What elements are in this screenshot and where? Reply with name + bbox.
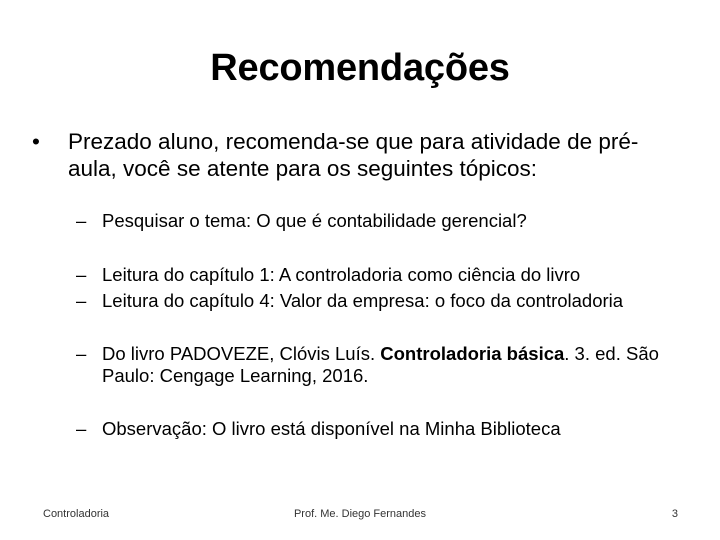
dash-marker: – (76, 290, 87, 311)
book-title: Controladoria básica (380, 343, 565, 364)
dash-marker: – (76, 210, 87, 231)
dash-marker: – (76, 343, 87, 364)
sub-item-chapter-4 (76, 290, 686, 312)
sub-item-observation (76, 418, 686, 440)
sub-item-text: Pesquisar o tema: O que é contabilidade gerencial? (102, 210, 527, 231)
sub-item-text: Leitura do capítulo 1: A controladoria como ciência do livro (102, 264, 581, 285)
page-number: 3 (671, 508, 678, 520)
book-reference-suffix: . 3. ed. São Paulo: Cengage Learning, 2016. (102, 343, 659, 386)
book-reference (102, 343, 686, 387)
dash-marker: – (76, 418, 87, 439)
bullet-marker: • (32, 129, 40, 154)
dash-marker: – (76, 264, 87, 285)
footer-author: Prof. Me. Diego Fernandes (293, 508, 427, 520)
sub-item-research-topic (76, 210, 686, 232)
sub-item-text: Leitura do capítulo 4: Valor da empresa: o foco da controladoria (102, 290, 624, 311)
book-reference-prefix: Do livro PADOVEZE, Clóvis Luís. (102, 343, 381, 364)
sub-item-book-reference (76, 343, 686, 387)
main-bullet-text: Prezado aluno, recomenda-se que para atividade de pré-aula, você se atente para os seguintes tópicos: (68, 129, 639, 181)
sub-item-text: Observação: O livro está disponível na Minha Biblioteca (102, 418, 561, 439)
slide-title: Recomendações (210, 47, 510, 89)
footer-course: Controladoria (43, 508, 110, 520)
sub-item-chapter-1 (76, 264, 686, 286)
main-bullet (32, 128, 682, 182)
